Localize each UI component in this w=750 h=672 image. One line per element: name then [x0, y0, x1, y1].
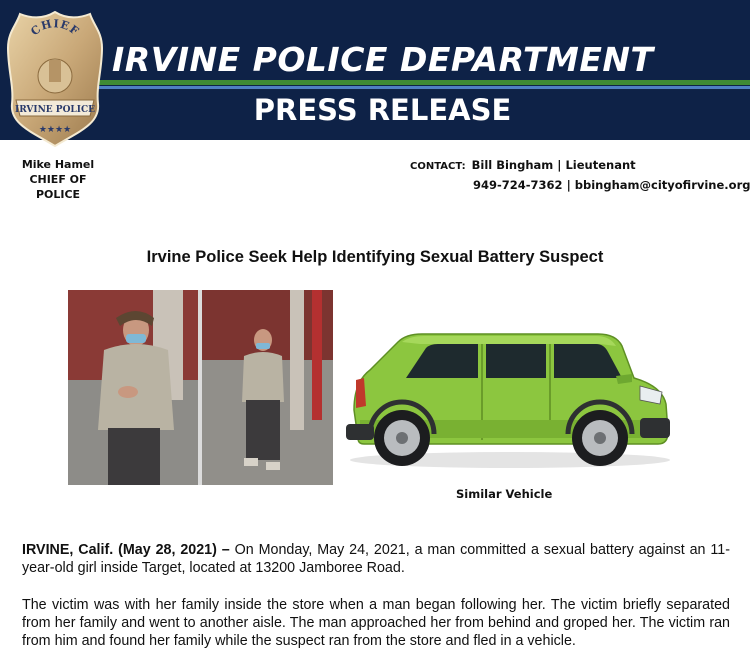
press-release-title: PRESS RELEASE: [253, 93, 512, 127]
svg-text:★★★★: ★★★★: [38, 124, 72, 134]
headline: Irvine Police Seek Help Identifying Sexual Battery Suspect: [146, 248, 604, 266]
department-name: IRVINE POLICE DEPARTMENT: [112, 40, 654, 79]
dateline: IRVINE, Calif. (May 28, 2021) –: [22, 542, 230, 558]
badge-top-text: CHIEF: [28, 17, 82, 39]
police-badge-icon: [6, 8, 104, 150]
contact-label: CONTACT:: [410, 161, 466, 172]
paragraph-1: [22, 541, 730, 577]
chief-name: Mike Hamel: [21, 158, 95, 171]
chief-block: [8, 157, 108, 202]
paragraph-2: The victim was with her family inside the store when a man began following her. The victim briefly separated from her family and went to another aisle. The man approached her from behind and groped her. The victim ran from him and found her family while the suspect ran from the store and fled in a vehicle.: [22, 597, 730, 649]
contact-block: [410, 156, 750, 195]
badge-ribbon-text: IRVINE POLICE: [15, 105, 95, 115]
contact-name: Bill Bingham | Lieutenant: [471, 158, 636, 172]
vehicle-image: [340, 320, 675, 470]
green-stripe: [95, 80, 750, 85]
blue-stripe: [95, 86, 750, 89]
contact-phone-email: 949-724-7362 | bbingham@cityofirvine.org: [473, 178, 750, 192]
vehicle-caption: Similar Vehicle: [456, 487, 553, 501]
paragraph-1-text: On Monday, May 24, 2021, a man committed a sexual battery against an 11-year-old girl inside Target, located at 13200 Jamboree Road.: [22, 542, 730, 576]
chief-title: CHIEF OF POLICE: [29, 173, 87, 201]
header-banner: [0, 0, 750, 140]
suspect-photo: [68, 290, 333, 485]
